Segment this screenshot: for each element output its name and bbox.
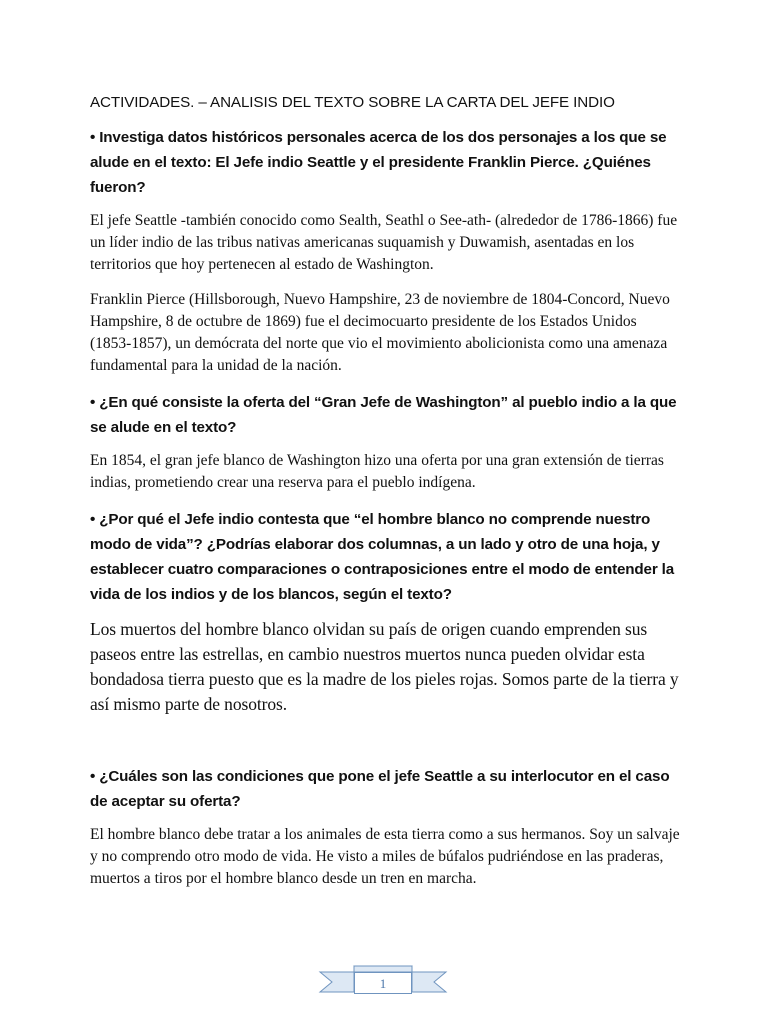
document-heading: ACTIVIDADES. – ANALISIS DEL TEXTO SOBRE LA CARTA DEL JEFE INDIO bbox=[90, 94, 615, 111]
question-1: • Investiga datos históricos personales acerca de los dos personajes a los que se alude en el texto: El Jefe indio Seattle y el presidente Franklin Pierce. ¿Quiénes fueron? bbox=[90, 129, 667, 196]
page-footer bbox=[318, 958, 448, 998]
answer-1-2: Franklin Pierce (Hillsborough, Nuevo Hampshire, 23 de noviembre de 1804-Concord, Nuevo Hampshire, 8 de octubre de 1869) fue el decimocuarto presidente de los Estados Unidos (1853-1857), un demócrata del norte que vio el movimiento abolicionista como una amenaza fundamental para la unidad de la nación. bbox=[90, 291, 670, 374]
page-number: 1 bbox=[354, 972, 412, 994]
question-4: • ¿Cuáles son las condiciones que pone el jefe Seattle a su interlocutor en el caso de aceptar su oferta? bbox=[90, 768, 670, 810]
question-2: • ¿En qué consiste la oferta del “Gran Jefe de Washington” al pueblo indio a la que se alude en el texto? bbox=[90, 394, 677, 436]
blank-space bbox=[90, 730, 680, 764]
answer-2-1: En 1854, el gran jefe blanco de Washington hizo una oferta por una gran extensión de tierras indias, prometiendo crear una reserva para el pueblo indígena. bbox=[90, 452, 664, 491]
answer-3-1: Los muertos del hombre blanco olvidan su país de origen cuando emprenden sus paseos entre las estrellas, en cambio nuestros muertos nunca pueden olvidar esta bondadosa tierra puesto que es la madre de los pieles rojas. Somos parte de la tierra y así mismo parte de nosotros. bbox=[90, 619, 679, 714]
document-body bbox=[90, 93, 680, 903]
question-3: • ¿Por qué el Jefe indio contesta que “el hombre blanco no comprende nuestro modo de vida”? ¿Podrías elaborar dos columnas, a un lado y otro de una hoja, y establecer cuatro comparaciones o contraposiciones entre el modo de entender la vida de los indios y de los blancos, según el texto? bbox=[90, 511, 675, 603]
answer-4-1: El hombre blanco debe tratar a los animales de esta tierra como a sus hermanos. Soy un salvaje y no comprendo otro modo de vida. He visto a miles de búfalos pudriéndose en las praderas, muertos a tiros por el hombre blanco desde un tren en marcha. bbox=[90, 826, 680, 887]
answer-1-1: El jefe Seattle -también conocido como Sealth, Seathl o See-ath- (alrededor de 1786-1866) fue un líder indio de las tribus nativas americanas suquamish y Duwamish, asentadas en los territorios que hoy pertenecen al estado de Washington. bbox=[90, 212, 678, 273]
